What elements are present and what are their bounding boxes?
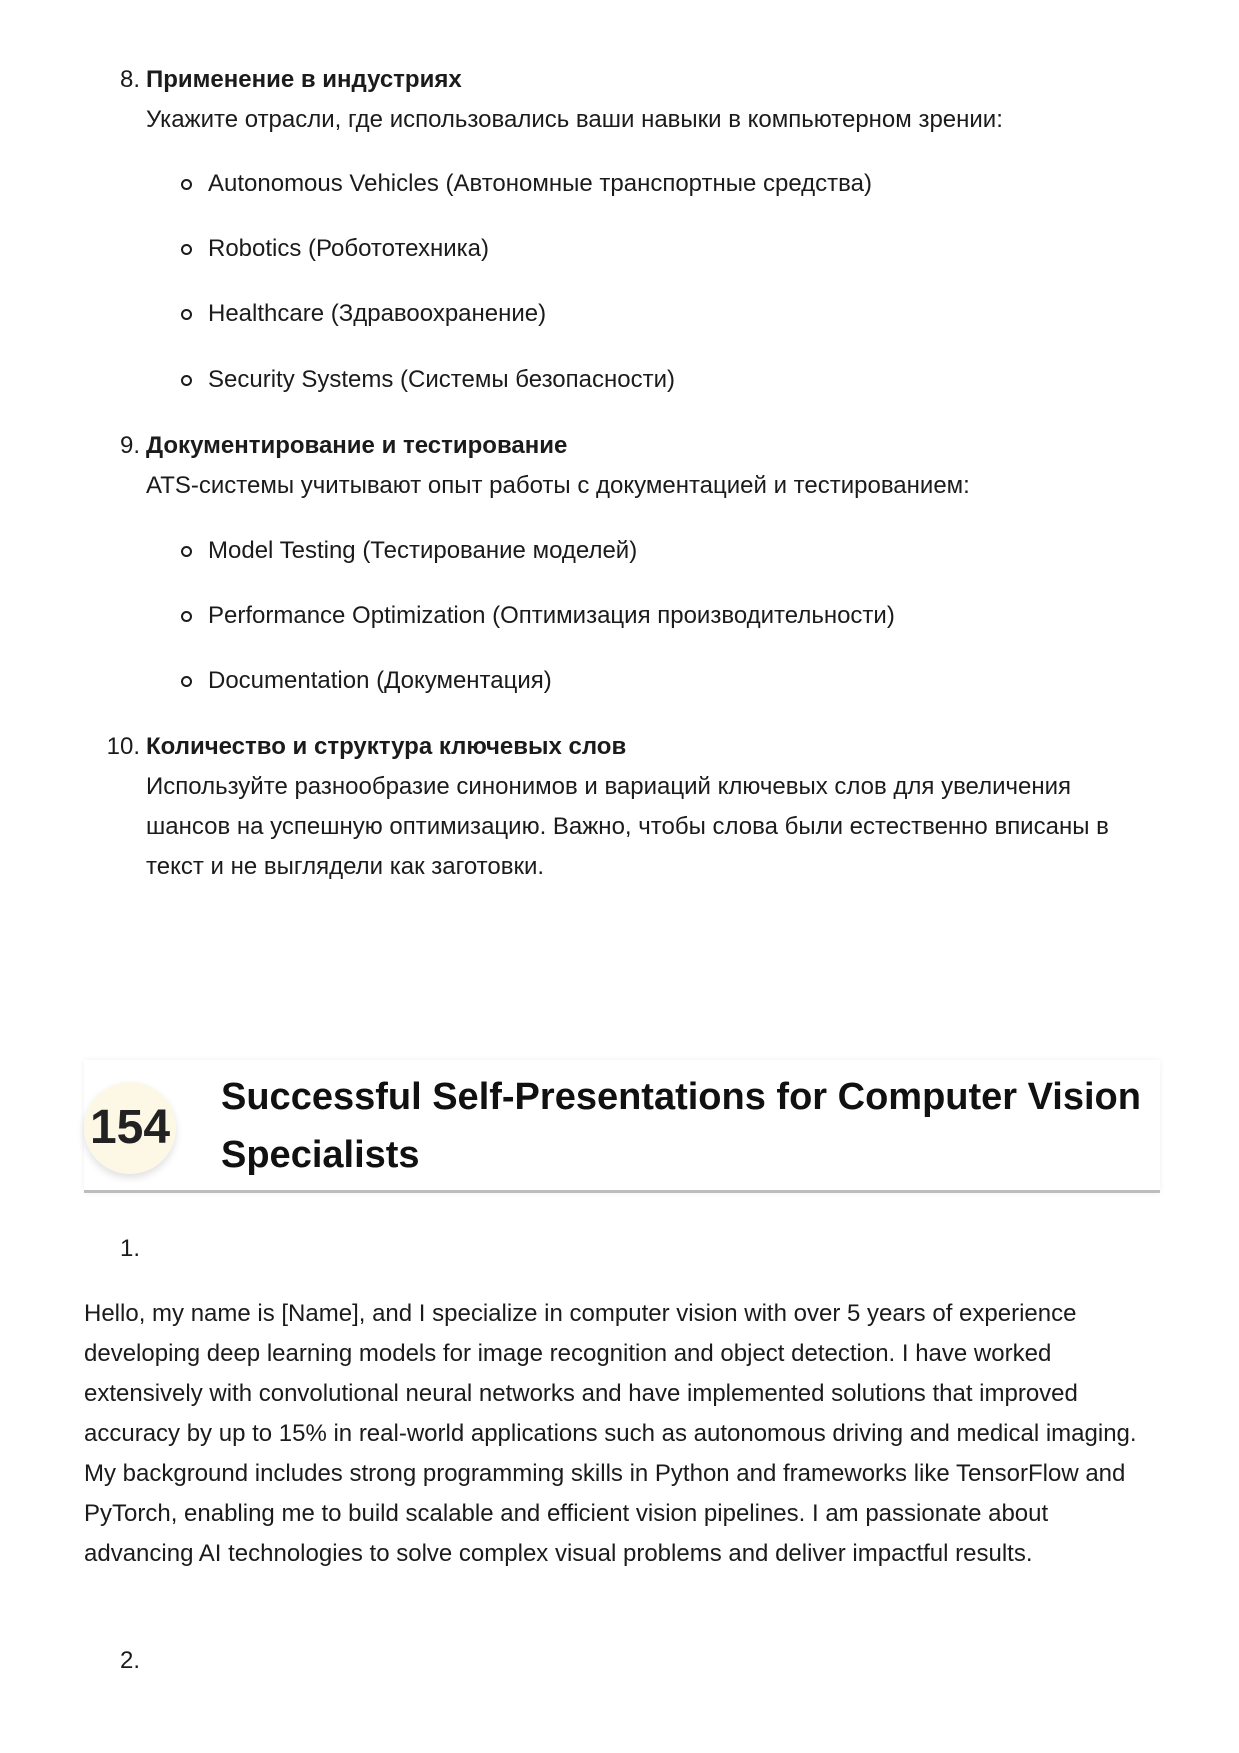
presentation-text: Hello, my name is [Name], and I specialize in computer vision with over 5 years of experience developing deep learning models for image recognition and object detection. I have worked extensively with convolutional neural networks and have implemented solutions that improved accuracy by up to 15% in real-world applications such as autonomous driving and medical imaging. My background includes strong programming skills in Python and frameworks like TensorFlow and PyTorch, enabling me to build scalable and efficient vision pipelines. I am passionate about advancing AI technologies to solve complex visual problems and deliver impactful results. <box>84 1300 1137 1567</box>
bullet-item: Model Testing (Тестирование моделей) <box>208 531 637 571</box>
list-item-number: 10. <box>106 733 140 760</box>
bullet-item: Robotics (Робототехника) <box>208 229 489 269</box>
list-item-title: Документирование и тестирование <box>146 432 568 459</box>
bullet-item: Autonomous Vehicles (Автономные транспортные средства) <box>208 164 872 204</box>
presentation-number: 1. <box>119 1235 140 1262</box>
list-item-intro: Укажите отрасли, где использовались ваши навыки в компьютерном зрении: <box>146 106 1003 133</box>
bullet-item: Documentation (Документация) <box>208 661 552 701</box>
list-item-title: Применение в индустриях <box>146 66 462 93</box>
presentation-number: 2. <box>119 1647 140 1674</box>
list-item-title: Количество и структура ключевых слов <box>146 733 627 760</box>
bullet-item: Healthcare (Здравоохранение) <box>208 294 546 334</box>
bullet-item: Performance Optimization (Оптимизация производительности) <box>208 596 895 636</box>
bullet-item: Security Systems (Системы безопасности) <box>208 360 675 400</box>
chapter-title: Successful Self-Presentations for Computer Vision Specialists <box>221 1076 1141 1176</box>
list-item-number: 8. <box>119 66 140 93</box>
list-item-number: 9. <box>119 432 140 459</box>
chapter-heading <box>84 1060 1160 1193</box>
list-item-intro: ATS-системы учитывают опыт работы с документацией и тестированием: <box>146 472 970 499</box>
chapter-number-badge: 154 <box>84 1082 176 1174</box>
list-item-paragraph: Используйте разнообразие синонимов и вариаций ключевых слов для увеличения шансов на успешную оптимизацию. Важно, чтобы слова были естественно вписаны в текст и не выглядели как заготовки. <box>146 773 1109 880</box>
